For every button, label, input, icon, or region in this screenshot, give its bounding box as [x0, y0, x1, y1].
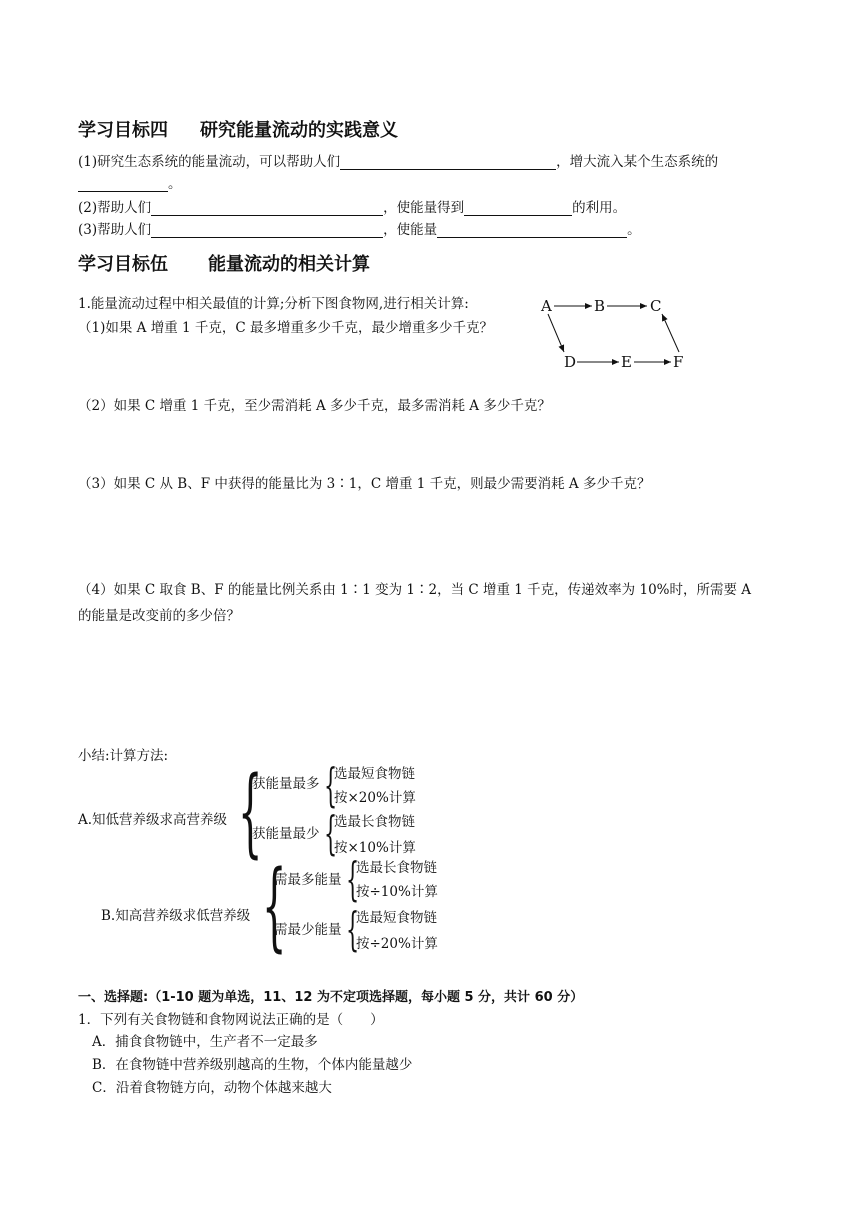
goal5-question-4-line1: （4）如果 C 取食 B、F 的能量比例关系由 1∶1 变为 1∶2，当 C 增重 1 千克，传递效率为 10%时，所需要 A [78, 582, 752, 598]
goal4-item-2-text-b: ，使能量得到 [383, 200, 465, 216]
brace-b-min: { [346, 902, 360, 956]
goal4-heading-title: 研究能量流动的实践意义 [200, 120, 398, 141]
goal4-item-2-text-c: 的利用。 [572, 200, 627, 216]
fill-blank[interactable] [151, 223, 383, 238]
brace-b: { [262, 850, 287, 962]
fill-blank[interactable] [340, 155, 556, 170]
goal4-item-1-text-b: ，增大流入某个生态系统的 [556, 154, 719, 170]
goal5-heading [78, 250, 370, 276]
summary-a-min: 获能量最少 [252, 826, 320, 842]
section1-title: 一、选择题:（1-10 题为单选，11、12 为不定项选择题，每小题 5 分，共计 60 分） [78, 990, 584, 1005]
goal5-question-2: （2）如果 C 增重 1 千克，至少需消耗 A 多少千克，最多需消耗 A 多少千克？ [78, 398, 551, 414]
summary-a-min-1: 选最长食物链 [334, 814, 415, 830]
summary-title: 小结:计算方法: [78, 748, 169, 764]
goal4-item-2 [78, 196, 626, 216]
summary-a-min-2: 按×10%计算 [334, 840, 416, 856]
option-a[interactable]: A．捕食食物链中，生产者不一定最多 [92, 1034, 318, 1050]
goal4-item-3 [78, 218, 641, 238]
goal4-heading-number: 学习目标四 [78, 120, 168, 141]
summary-a-max: 获能量最多 [252, 776, 320, 792]
goal4-item-1-cont [78, 172, 182, 192]
goal4-item-3-text-c: 。 [627, 222, 641, 238]
goal4-item-2-text-a: (2)帮助人们 [78, 200, 152, 216]
goal4-item-3-text-b: ，使能量 [383, 222, 438, 238]
fill-blank[interactable] [151, 201, 383, 216]
goal5-question-4-line2: 的能量是改变前的多少倍？ [78, 608, 240, 624]
summary-a-max-2: 按×20%计算 [334, 790, 416, 806]
brace-a-min: { [324, 806, 338, 860]
arrow-f-c [662, 314, 679, 352]
brace-b-max: { [346, 852, 360, 906]
option-b[interactable]: B．在食物链中营养级别越高的生物，个体内能量越少 [92, 1057, 413, 1073]
summary-b-min-2: 按÷20%计算 [356, 936, 438, 952]
fill-blank[interactable] [78, 177, 168, 192]
node-b: B [594, 297, 606, 315]
section1-question-1: 1．下列有关食物链和食物网说法正确的是（ ） [78, 1012, 384, 1028]
node-f: F [673, 353, 684, 371]
summary-b-max-1: 选最长食物链 [356, 860, 437, 876]
summary-b-min: 需最少能量 [274, 922, 342, 938]
fill-blank[interactable] [464, 201, 572, 216]
goal5-intro: 1.能量流动过程中相关最值的计算;分析下图食物网,进行相关计算: [78, 296, 469, 312]
summary-b-label: B.知高营养级求低营养级 [101, 908, 251, 924]
goal5-heading-number: 学习目标伍 [78, 254, 168, 275]
summary-a-max-1: 选最短食物链 [334, 766, 415, 782]
goal5-heading-title: 能量流动的相关计算 [208, 254, 370, 275]
goal4-item-3-text-a: (3)帮助人们 [78, 222, 152, 238]
goal4-item-1-text-a: (1)研究生态系统的能量流动，可以帮助人们 [78, 154, 341, 170]
node-c: C [650, 297, 662, 315]
summary-b-max: 需最多能量 [274, 872, 342, 888]
fill-blank[interactable] [437, 223, 627, 238]
option-c[interactable]: C．沿着食物链方向，动物个体越来越大 [92, 1080, 332, 1096]
brace-a: { [238, 756, 263, 868]
goal4-item-1 [78, 150, 718, 170]
node-a: A [541, 297, 552, 315]
summary-b-max-2: 按÷10%计算 [356, 884, 438, 900]
node-e: E [621, 353, 632, 371]
node-d: D [564, 353, 577, 371]
food-web-diagram [534, 290, 694, 374]
brace-a-max: { [324, 758, 338, 812]
goal4-heading [78, 116, 398, 142]
summary-b-min-1: 选最短食物链 [356, 910, 437, 926]
goal5-question-3: （3）如果 C 从 B、F 中获得的能量比为 3∶1，C 增重 1 千克，则最少需要消耗 A 多少千克？ [78, 476, 651, 492]
arrow-a-d [548, 314, 564, 352]
summary-a-label: A.知低营养级求高营养级 [78, 812, 228, 828]
goal5-question-1: （1)如果 A 增重 1 千克，C 最多增重多少千克，最少增重多少千克？ [78, 320, 493, 336]
goal4-item-1-text-c: 。 [168, 176, 182, 192]
